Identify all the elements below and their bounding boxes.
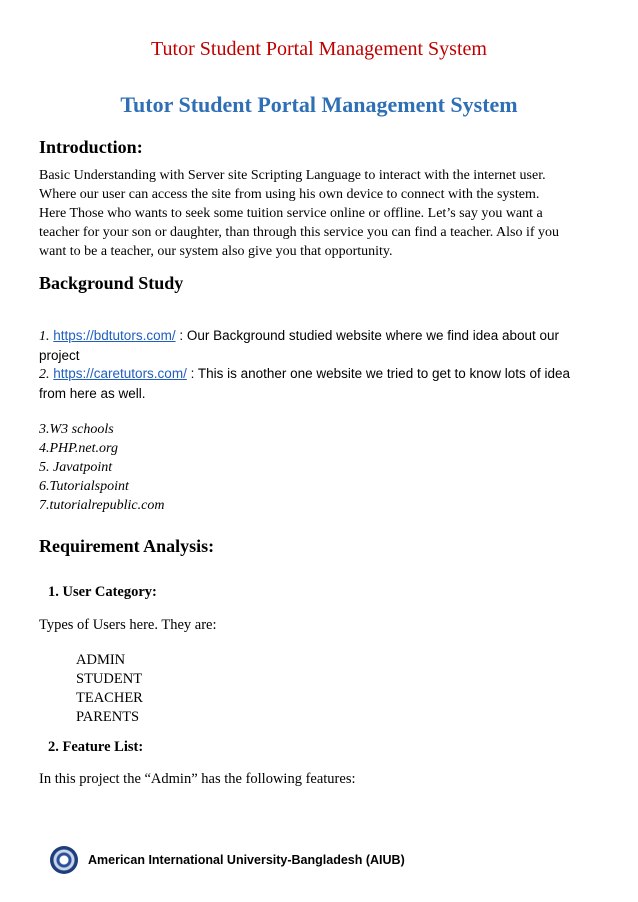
- intro-line: teacher for your son or daughter, than through this service you can find a teacher. Also if you: [39, 225, 560, 240]
- footer-institution: American International University-Bangladesh (AIUB): [88, 853, 405, 867]
- intro-line: want to be a teacher, our system also give you that opportunity.: [39, 244, 393, 259]
- user-list: [76, 651, 143, 727]
- list-item: ADMIN: [76, 652, 126, 668]
- user-category-heading: 1. User Category:: [48, 584, 157, 600]
- list-item: 5. Javatpoint: [39, 460, 113, 475]
- introduction-paragraph: [39, 166, 605, 261]
- list-item: TEACHER: [76, 690, 143, 706]
- item-continuation: from here as well.: [39, 386, 146, 401]
- page-footer: [50, 846, 590, 882]
- intro-line: Basic Understanding with Server site Scripting Language to interact with the internet user.: [39, 168, 546, 183]
- background-item-1: [39, 326, 605, 365]
- item-number: 1.: [39, 329, 50, 344]
- list-item: STUDENT: [76, 671, 143, 687]
- list-item: PARENTS: [76, 709, 140, 725]
- document-title: Tutor Student Portal Management System: [120, 92, 518, 117]
- item-continuation: project: [39, 348, 80, 363]
- list-item: 3.W3 schools: [39, 422, 114, 437]
- bdtutors-link[interactable]: https://bdtutors.com/: [53, 328, 176, 343]
- list-item: 6.Tutorialspoint: [39, 479, 129, 494]
- list-item: 4.PHP.net.org: [39, 441, 118, 456]
- background-item-2: [39, 364, 605, 403]
- item-text: : Our Background studied website where we find idea about our: [175, 328, 560, 343]
- user-types-text: Types of Users here. They are:: [39, 617, 217, 633]
- list-item: 7.tutorialrepublic.com: [39, 498, 165, 513]
- introduction-heading: Introduction:: [39, 137, 143, 157]
- item-text: : This is another one website we tried to get to know lots of idea: [186, 366, 571, 381]
- intro-line: Here Those who wants to seek some tuition service online or offline. Let’s say you want a: [39, 206, 543, 221]
- feature-list-heading: 2. Feature List:: [48, 739, 144, 755]
- reference-list: [39, 420, 164, 515]
- feature-list-text: In this project the “Admin” has the following features:: [39, 771, 356, 787]
- running-header: Tutor Student Portal Management System: [151, 38, 487, 60]
- requirement-heading: Requirement Analysis:: [39, 536, 215, 556]
- background-heading: Background Study: [39, 273, 184, 293]
- item-number: 2.: [39, 367, 50, 382]
- aiub-logo-icon: [50, 846, 78, 874]
- intro-line: Where our user can access the site from using his own device to connect with the system.: [39, 187, 540, 202]
- caretutors-link[interactable]: https://caretutors.com/: [53, 366, 187, 381]
